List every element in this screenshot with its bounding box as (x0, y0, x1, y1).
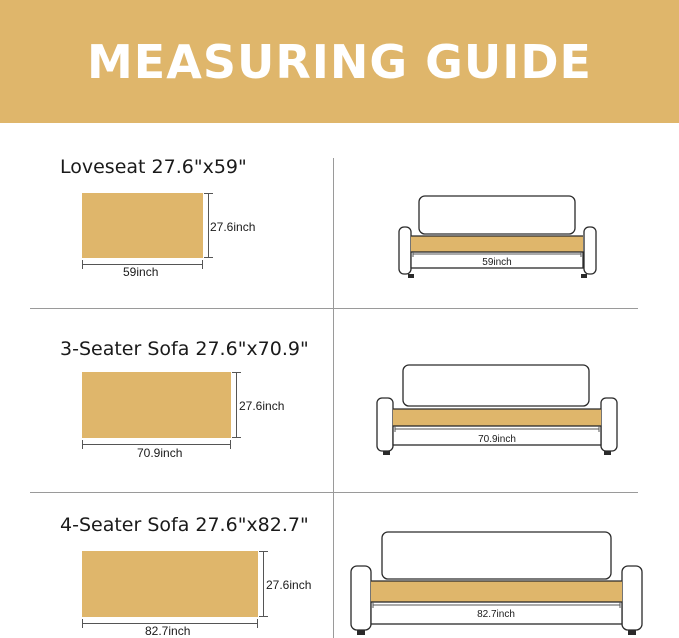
three-seater-width-label: 70.9inch (137, 446, 183, 460)
loveseat-sofa-label: 59inch (482, 257, 512, 268)
page-title: MEASURING GUIDE (87, 34, 592, 89)
four-seater-width-label: 82.7inch (145, 624, 191, 638)
three-seater-sofa-label: 70.9inch (478, 434, 516, 445)
four-seater-title: 4-Seater Sofa 27.6"x82.7" (60, 514, 309, 536)
loveseat-height-label: 27.6inch (210, 220, 256, 234)
four-seater-sofa-label: 82.7inch (477, 609, 515, 620)
three-seater-height-label: 27.6inch (239, 399, 285, 413)
loveseat-title: Loveseat 27.6"x59" (60, 156, 247, 178)
four-seater-height-label: 27.6inch (266, 578, 312, 592)
three-seater-title: 3-Seater Sofa 27.6"x70.9" (60, 338, 309, 360)
loveseat-width-label: 59inch (123, 265, 159, 279)
